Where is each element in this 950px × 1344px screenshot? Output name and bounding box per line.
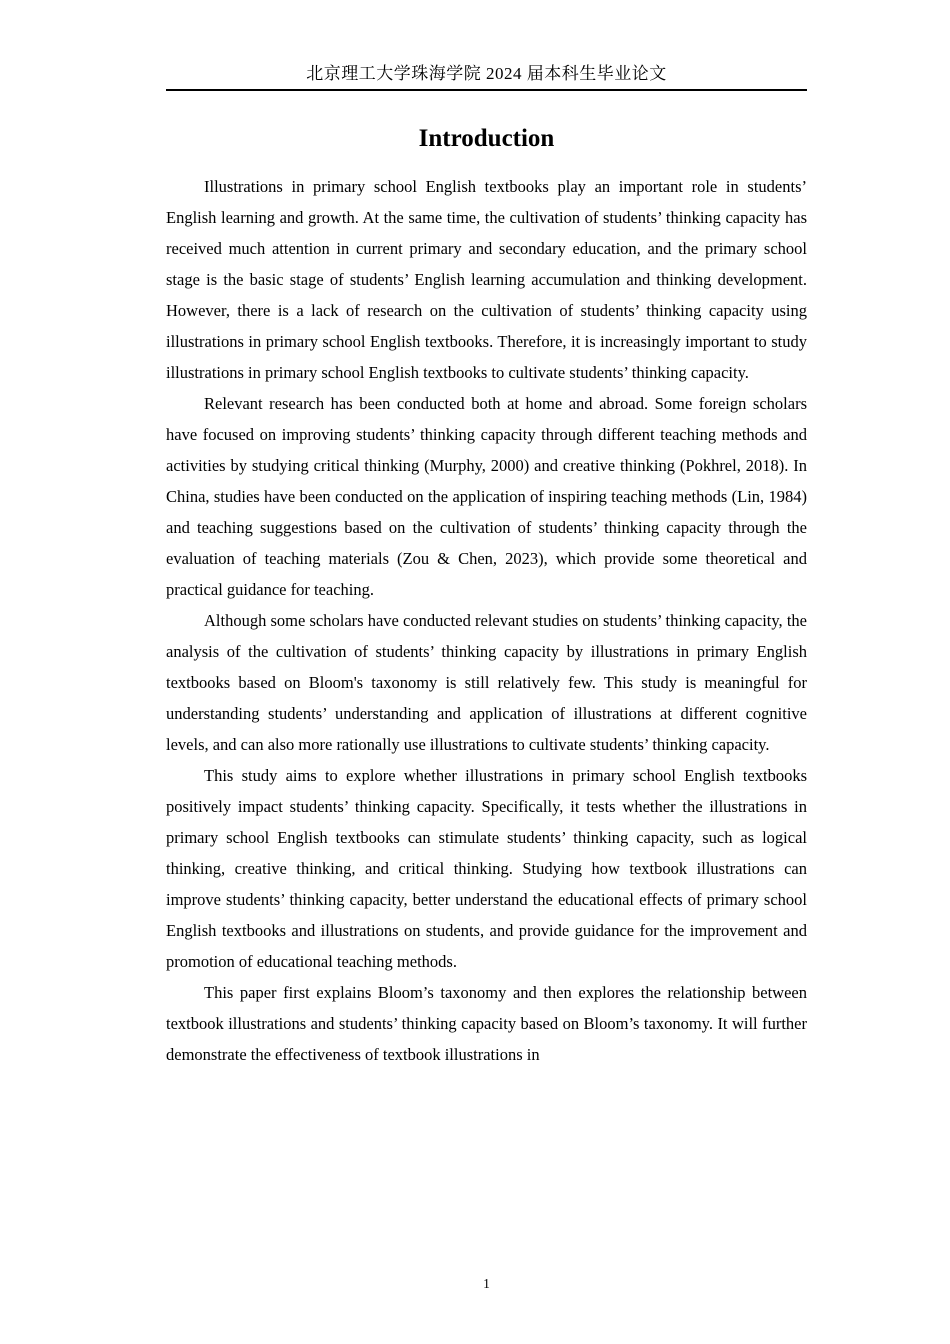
section-title: Introduction bbox=[418, 125, 555, 152]
paragraph-2: Relevant research has been conducted both at home and abroad. Some foreign scholars have focused on improving students’ thinking capacity through different teaching methods and activities by studying critical thinking (Murphy, 2000) and creative thinking (Pokhrel, 2018). In China, studies have been conducted on the application of inspiring teaching methods (Lin, 1984) and teaching suggestions based on the cultivation of students’ thinking capacity through the evaluation of teaching materials (Zou & Chen, 2023), which provide some theoretical and practical guidance for teaching. bbox=[166, 394, 807, 599]
document-body bbox=[166, 171, 807, 1070]
paragraph-4: This study aims to explore whether illustrations in primary school English textbooks positively impact students’ thinking capacity. Specifically, it tests whether the illustrations in primary school English textbooks can stimulate students’ thinking capacity, such as logical thinking, creative thinking, and critical thinking. Studying how textbook illustrations can improve students’ thinking capacity, better understand the educational effects of primary school English textbooks and illustrations on students, and provide guidance for the improvement and promotion of educational teaching methods. bbox=[166, 766, 807, 971]
page-footer bbox=[166, 1276, 807, 1292]
paragraph-3: Although some scholars have conducted relevant studies on students’ thinking capacity, the analysis of the cultivation of students’ thinking capacity by illustrations in primary English textbooks based on Bloom's taxonomy is still relatively few. This study is meaningful for understanding students’ understanding and application of illustrations at different cognitive levels, and can also more rationally use illustrations to cultivate students’ thinking capacity. bbox=[166, 611, 807, 754]
header-text: 北京理工大学珠海学院 2024 届本科生毕业论文 bbox=[306, 64, 667, 83]
paragraph-1: Illustrations in primary school English textbooks play an important role in students’ English learning and growth. At the same time, the cultivation of students’ thinking capacity has received much attention in current primary and secondary education, and the primary school stage is the basic stage of students’ English learning accumulation and thinking development. However, there is a lack of research on the cultivation of students’ thinking capacity using illustrations in primary school English textbooks. Therefore, it is increasingly important to study illustrations in primary school English textbooks to cultivate students’ thinking capacity. bbox=[166, 177, 807, 382]
page-number: 1 bbox=[483, 1276, 490, 1291]
page-header bbox=[166, 62, 807, 91]
paragraph-5: This paper first explains Bloom’s taxonomy and then explores the relationship between textbook illustrations and students’ thinking capacity based on Bloom’s taxonomy. It will further demonstrate the effectiveness of textbook illustrations in bbox=[166, 983, 807, 1064]
